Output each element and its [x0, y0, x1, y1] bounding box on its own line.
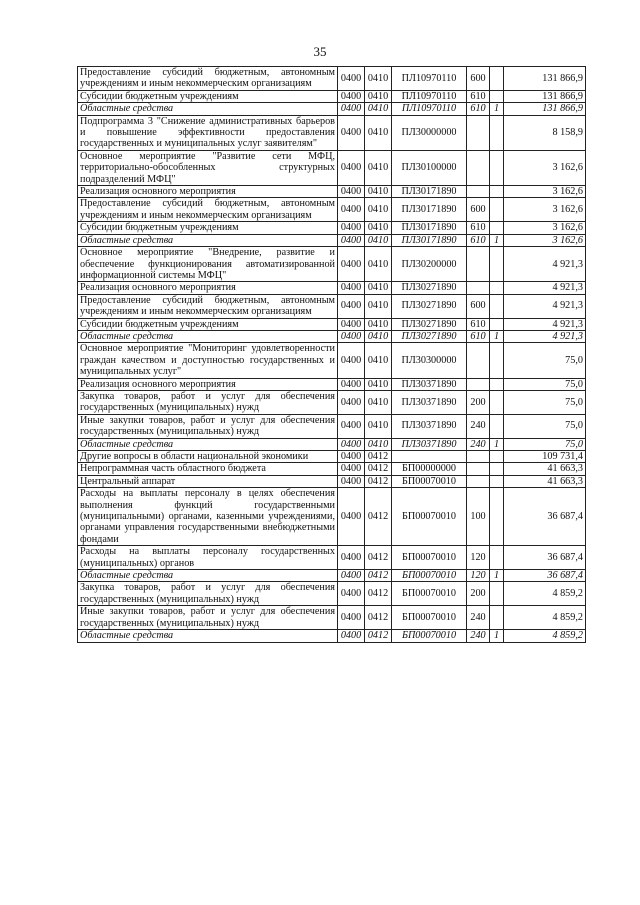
- cell-expense-type: 100: [467, 488, 490, 546]
- cell-target-article: [392, 451, 467, 463]
- cell-section-code: 0400: [338, 234, 365, 246]
- cell-section-code: 0400: [338, 463, 365, 475]
- cell-funding-source: [490, 546, 504, 570]
- table-row: [78, 570, 586, 582]
- table-row: [78, 606, 586, 630]
- cell-subsection-code: 0412: [365, 451, 392, 463]
- cell-section-code: 0400: [338, 475, 365, 487]
- cell-amount: 109 731,4: [504, 451, 586, 463]
- cell-funding-source: 1: [490, 570, 504, 582]
- cell-expense-type: [467, 451, 490, 463]
- cell-name: Субсидии бюджетным учреждениям: [78, 222, 338, 234]
- cell-name: Другие вопросы в области национальной экономики: [78, 451, 338, 463]
- cell-funding-source: [490, 150, 504, 185]
- cell-funding-source: [490, 378, 504, 390]
- cell-target-article: ПЛ30000000: [392, 115, 467, 150]
- cell-name: Основное мероприятие "Развитие сети МФЦ, территориально-обособленных структурных подразделений МФЦ": [78, 150, 338, 185]
- table-row: [78, 67, 586, 91]
- cell-funding-source: [490, 488, 504, 546]
- table-row: [78, 546, 586, 570]
- cell-subsection-code: 0410: [365, 222, 392, 234]
- cell-section-code: 0400: [338, 318, 365, 330]
- cell-expense-type: 200: [467, 390, 490, 414]
- cell-subsection-code: 0410: [365, 414, 392, 438]
- cell-amount: 75,0: [504, 414, 586, 438]
- cell-subsection-code: 0412: [365, 630, 392, 642]
- cell-section-code: 0400: [338, 103, 365, 115]
- cell-name: Областные средства: [78, 630, 338, 642]
- table-row: [78, 488, 586, 546]
- cell-amount: 131 866,9: [504, 67, 586, 91]
- cell-section-code: 0400: [338, 390, 365, 414]
- table-row: [78, 318, 586, 330]
- table-row: [78, 451, 586, 463]
- cell-expense-type: [467, 150, 490, 185]
- cell-expense-type: 240: [467, 606, 490, 630]
- cell-funding-source: [490, 222, 504, 234]
- cell-amount: 3 162,6: [504, 234, 586, 246]
- cell-target-article: ПЛ30171890: [392, 234, 467, 246]
- table-row: [78, 115, 586, 150]
- cell-section-code: 0400: [338, 378, 365, 390]
- cell-section-code: 0400: [338, 115, 365, 150]
- table-row: [78, 630, 586, 642]
- cell-amount: 3 162,6: [504, 222, 586, 234]
- cell-subsection-code: 0410: [365, 103, 392, 115]
- cell-expense-type: 240: [467, 438, 490, 450]
- cell-target-article: ПЛ10970110: [392, 103, 467, 115]
- cell-funding-source: 1: [490, 330, 504, 342]
- cell-subsection-code: 0412: [365, 475, 392, 487]
- cell-funding-source: 1: [490, 234, 504, 246]
- table-row: [78, 186, 586, 198]
- cell-funding-source: [490, 414, 504, 438]
- cell-subsection-code: 0410: [365, 247, 392, 282]
- cell-funding-source: [490, 294, 504, 318]
- cell-funding-source: [490, 451, 504, 463]
- cell-subsection-code: 0412: [365, 546, 392, 570]
- cell-amount: 4 921,3: [504, 294, 586, 318]
- cell-amount: 131 866,9: [504, 90, 586, 102]
- cell-target-article: ПЛ30271890: [392, 294, 467, 318]
- page-number: 35: [313, 44, 327, 59]
- cell-section-code: 0400: [338, 294, 365, 318]
- cell-funding-source: [490, 90, 504, 102]
- cell-subsection-code: 0410: [365, 330, 392, 342]
- table-row: [78, 234, 586, 246]
- cell-name: Областные средства: [78, 103, 338, 115]
- cell-funding-source: [490, 318, 504, 330]
- table-row: [78, 222, 586, 234]
- cell-name: Реализация основного мероприятия: [78, 378, 338, 390]
- cell-expense-type: [467, 186, 490, 198]
- cell-subsection-code: 0412: [365, 570, 392, 582]
- cell-section-code: 0400: [338, 67, 365, 91]
- cell-target-article: ПЛ30371890: [392, 438, 467, 450]
- budget-table: [77, 66, 586, 643]
- cell-section-code: 0400: [338, 630, 365, 642]
- cell-target-article: БП00070010: [392, 630, 467, 642]
- cell-funding-source: 1: [490, 103, 504, 115]
- cell-name: Субсидии бюджетным учреждениям: [78, 90, 338, 102]
- cell-target-article: ПЛ30271890: [392, 282, 467, 294]
- cell-expense-type: 200: [467, 582, 490, 606]
- cell-amount: 131 866,9: [504, 103, 586, 115]
- cell-name: Основное мероприятие "Мониторинг удовлетворенности граждан качеством и доступностью государственных и муниципальных услуг": [78, 343, 338, 378]
- table-row: [78, 90, 586, 102]
- cell-target-article: ПЛ30371890: [392, 378, 467, 390]
- cell-expense-type: [467, 282, 490, 294]
- cell-name: Областные средства: [78, 438, 338, 450]
- table-row: [78, 414, 586, 438]
- cell-target-article: ПЛ30171890: [392, 186, 467, 198]
- cell-expense-type: 240: [467, 630, 490, 642]
- cell-section-code: 0400: [338, 343, 365, 378]
- cell-target-article: ПЛ30171890: [392, 198, 467, 222]
- cell-subsection-code: 0412: [365, 582, 392, 606]
- cell-name: Непрограммная часть областного бюджета: [78, 463, 338, 475]
- cell-name: Закупка товаров, работ и услуг для обеспечения государственных (муниципальных) нужд: [78, 390, 338, 414]
- table-row: [78, 378, 586, 390]
- cell-target-article: ПЛ30371890: [392, 390, 467, 414]
- cell-subsection-code: 0412: [365, 463, 392, 475]
- cell-section-code: 0400: [338, 570, 365, 582]
- cell-amount: 75,0: [504, 438, 586, 450]
- cell-subsection-code: 0410: [365, 378, 392, 390]
- cell-subsection-code: 0410: [365, 198, 392, 222]
- cell-expense-type: 610: [467, 234, 490, 246]
- table-row: [78, 582, 586, 606]
- cell-section-code: 0400: [338, 546, 365, 570]
- cell-funding-source: [490, 198, 504, 222]
- cell-name: Центральный аппарат: [78, 475, 338, 487]
- cell-expense-type: 120: [467, 546, 490, 570]
- cell-amount: 3 162,6: [504, 150, 586, 185]
- cell-name: Субсидии бюджетным учреждениям: [78, 318, 338, 330]
- cell-amount: 75,0: [504, 390, 586, 414]
- cell-name: Реализация основного мероприятия: [78, 282, 338, 294]
- cell-expense-type: [467, 247, 490, 282]
- cell-funding-source: 1: [490, 438, 504, 450]
- cell-funding-source: [490, 606, 504, 630]
- cell-name: Областные средства: [78, 330, 338, 342]
- cell-subsection-code: 0410: [365, 343, 392, 378]
- table-row: [78, 463, 586, 475]
- cell-expense-type: 610: [467, 222, 490, 234]
- budget-table-body: [78, 67, 586, 643]
- cell-amount: 4 921,3: [504, 247, 586, 282]
- cell-amount: 3 162,6: [504, 186, 586, 198]
- cell-amount: 75,0: [504, 378, 586, 390]
- cell-amount: 75,0: [504, 343, 586, 378]
- cell-target-article: БП00070010: [392, 488, 467, 546]
- table-row: [78, 198, 586, 222]
- cell-target-article: ПЛ30200000: [392, 247, 467, 282]
- table-row: [78, 103, 586, 115]
- cell-expense-type: [467, 378, 490, 390]
- cell-expense-type: [467, 343, 490, 378]
- cell-amount: 4 921,3: [504, 318, 586, 330]
- cell-name: Закупка товаров, работ и услуг для обеспечения государственных (муниципальных) нужд: [78, 582, 338, 606]
- cell-subsection-code: 0410: [365, 90, 392, 102]
- cell-expense-type: 610: [467, 103, 490, 115]
- cell-amount: 4 859,2: [504, 582, 586, 606]
- cell-funding-source: [490, 115, 504, 150]
- cell-amount: 4 921,3: [504, 330, 586, 342]
- cell-target-article: БП00070010: [392, 570, 467, 582]
- cell-target-article: БП00070010: [392, 582, 467, 606]
- cell-expense-type: [467, 115, 490, 150]
- cell-amount: 36 687,4: [504, 488, 586, 546]
- cell-target-article: ПЛ30371890: [392, 414, 467, 438]
- cell-target-article: ПЛ30271890: [392, 330, 467, 342]
- cell-target-article: БП00000000: [392, 463, 467, 475]
- cell-target-article: ПЛ10970110: [392, 90, 467, 102]
- cell-expense-type: 240: [467, 414, 490, 438]
- cell-name: Расходы на выплаты персоналу в целях обеспечения выполнения функций государственными (муниципальными) органами, казенными учреждениями, органами управления государственными внебюджетными фондами: [78, 488, 338, 546]
- cell-funding-source: [490, 582, 504, 606]
- cell-funding-source: [490, 463, 504, 475]
- cell-target-article: БП00070010: [392, 475, 467, 487]
- cell-expense-type: 600: [467, 67, 490, 91]
- cell-section-code: 0400: [338, 150, 365, 185]
- cell-expense-type: 610: [467, 318, 490, 330]
- cell-name: Областные средства: [78, 234, 338, 246]
- table-row: [78, 475, 586, 487]
- cell-target-article: ПЛ30171890: [392, 222, 467, 234]
- cell-amount: 4 859,2: [504, 630, 586, 642]
- cell-amount: 36 687,4: [504, 546, 586, 570]
- cell-expense-type: [467, 463, 490, 475]
- cell-subsection-code: 0410: [365, 438, 392, 450]
- cell-amount: 8 158,9: [504, 115, 586, 150]
- table-row: [78, 247, 586, 282]
- cell-section-code: 0400: [338, 414, 365, 438]
- cell-expense-type: 610: [467, 90, 490, 102]
- cell-name: Подпрограмма 3 "Снижение административных барьеров и повышение эффективности предоставления государственных и муниципальных услуг заявителям": [78, 115, 338, 150]
- cell-funding-source: [490, 475, 504, 487]
- cell-amount: 36 687,4: [504, 570, 586, 582]
- cell-section-code: 0400: [338, 330, 365, 342]
- cell-name: Реализация основного мероприятия: [78, 186, 338, 198]
- cell-expense-type: [467, 475, 490, 487]
- cell-section-code: 0400: [338, 247, 365, 282]
- cell-subsection-code: 0410: [365, 294, 392, 318]
- cell-name: Предоставление субсидий бюджетным, автономным учреждениям и иным некоммерческим организациям: [78, 294, 338, 318]
- cell-funding-source: [490, 247, 504, 282]
- cell-name: Иные закупки товаров, работ и услуг для обеспечения государственных (муниципальных) нужд: [78, 414, 338, 438]
- cell-funding-source: [490, 343, 504, 378]
- table-row: [78, 390, 586, 414]
- cell-amount: 3 162,6: [504, 198, 586, 222]
- cell-subsection-code: 0410: [365, 390, 392, 414]
- cell-section-code: 0400: [338, 222, 365, 234]
- cell-subsection-code: 0412: [365, 488, 392, 546]
- cell-amount: 4 859,2: [504, 606, 586, 630]
- cell-name: Предоставление субсидий бюджетным, автономным учреждениям и иным некоммерческим организациям: [78, 198, 338, 222]
- cell-section-code: 0400: [338, 606, 365, 630]
- table-row: [78, 343, 586, 378]
- cell-subsection-code: 0410: [365, 234, 392, 246]
- cell-expense-type: 600: [467, 294, 490, 318]
- cell-funding-source: [490, 186, 504, 198]
- table-row: [78, 330, 586, 342]
- cell-amount: 4 921,3: [504, 282, 586, 294]
- cell-expense-type: 610: [467, 330, 490, 342]
- cell-section-code: 0400: [338, 282, 365, 294]
- cell-target-article: БП00070010: [392, 546, 467, 570]
- cell-name: Основное мероприятие "Внедрение, развитие и обеспечение функционирования автоматизированной информационной системы МФЦ": [78, 247, 338, 282]
- table-row: [78, 438, 586, 450]
- cell-funding-source: 1: [490, 630, 504, 642]
- cell-funding-source: [490, 67, 504, 91]
- table-row: [78, 294, 586, 318]
- cell-subsection-code: 0410: [365, 115, 392, 150]
- cell-name: Областные средства: [78, 570, 338, 582]
- cell-name: Иные закупки товаров, работ и услуг для обеспечения государственных (муниципальных) нужд: [78, 606, 338, 630]
- cell-name: Расходы на выплаты персоналу государственных (муниципальных) органов: [78, 546, 338, 570]
- cell-section-code: 0400: [338, 488, 365, 546]
- cell-expense-type: 120: [467, 570, 490, 582]
- cell-subsection-code: 0410: [365, 67, 392, 91]
- cell-target-article: ПЛ30271890: [392, 318, 467, 330]
- cell-subsection-code: 0410: [365, 282, 392, 294]
- cell-section-code: 0400: [338, 438, 365, 450]
- cell-target-article: БП00070010: [392, 606, 467, 630]
- cell-section-code: 0400: [338, 451, 365, 463]
- cell-section-code: 0400: [338, 186, 365, 198]
- cell-section-code: 0400: [338, 198, 365, 222]
- cell-funding-source: [490, 390, 504, 414]
- cell-amount: 41 663,3: [504, 475, 586, 487]
- cell-funding-source: [490, 282, 504, 294]
- table-row: [78, 282, 586, 294]
- cell-section-code: 0400: [338, 582, 365, 606]
- cell-name: Предоставление субсидий бюджетным, автономным учреждениям и иным некоммерческим организациям: [78, 67, 338, 91]
- cell-amount: 41 663,3: [504, 463, 586, 475]
- cell-subsection-code: 0412: [365, 606, 392, 630]
- cell-section-code: 0400: [338, 90, 365, 102]
- cell-subsection-code: 0410: [365, 318, 392, 330]
- cell-target-article: ПЛ10970110: [392, 67, 467, 91]
- cell-subsection-code: 0410: [365, 150, 392, 185]
- cell-expense-type: 600: [467, 198, 490, 222]
- cell-target-article: ПЛ30100000: [392, 150, 467, 185]
- cell-target-article: ПЛ30300000: [392, 343, 467, 378]
- table-row: [78, 150, 586, 185]
- cell-subsection-code: 0410: [365, 186, 392, 198]
